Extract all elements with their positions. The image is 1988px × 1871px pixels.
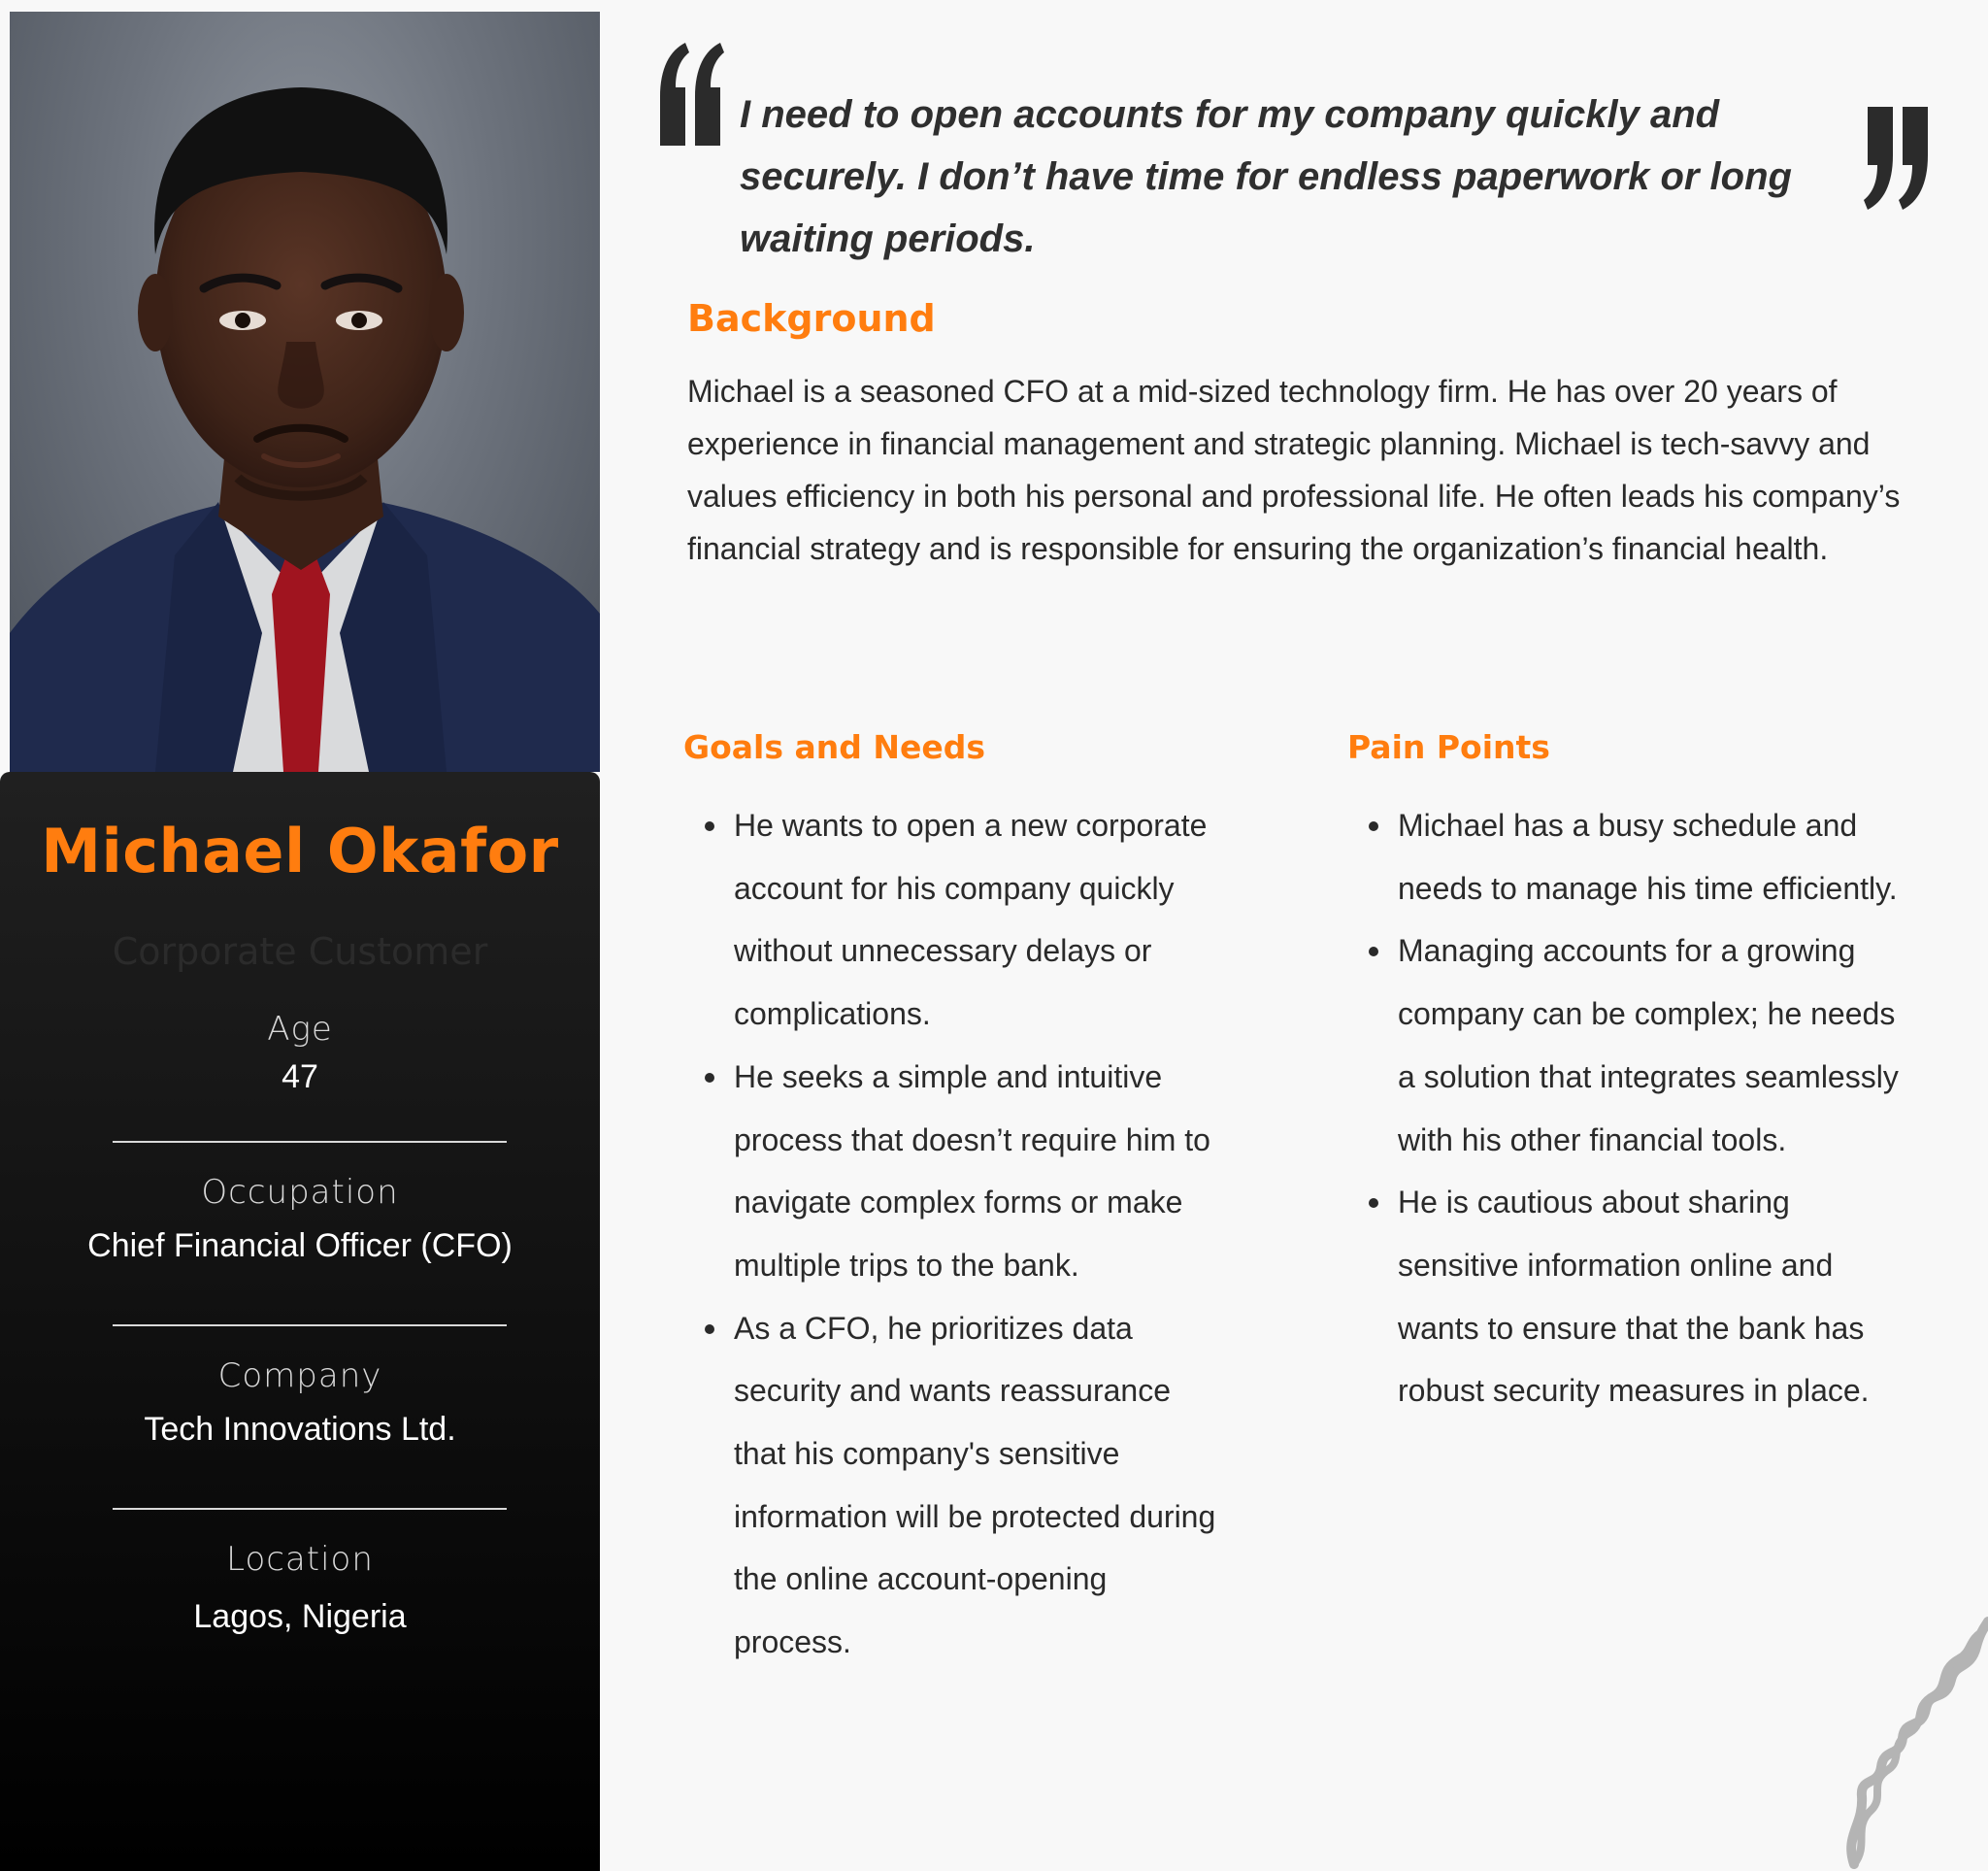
location-label: Location — [226, 1540, 374, 1579]
bullet-icon — [1369, 821, 1378, 831]
age-label: Age — [267, 1010, 333, 1049]
close-quote-icon — [1864, 97, 1932, 214]
persona-role: Corporate Customer — [112, 930, 488, 973]
pain-point-text: He is cautious about sharing sensitive information online and wants to ensure that the bank has robust security measures in place. — [1398, 1185, 1870, 1409]
occupation-block — [0, 1173, 600, 1265]
list-item — [687, 1046, 1231, 1297]
company-block — [0, 1356, 600, 1449]
age-block — [0, 1010, 600, 1096]
goal-text: He wants to open a new corporate account for his company quickly without unnecessary delays or complications. — [734, 808, 1208, 1032]
goal-text: He seeks a simple and intuitive process that doesn’t require him to navigate complex forms or make multiple trips to the bank. — [734, 1058, 1210, 1283]
bullet-icon — [1369, 1198, 1378, 1208]
company-label: Company — [217, 1356, 382, 1395]
occupation-value: Chief Financial Officer (CFO) — [87, 1227, 513, 1264]
goal-text: As a CFO, he prioritizes data security and wants reassurance that his company's sensitive information will be protected during the online account-opening process. — [734, 1310, 1216, 1660]
persona-quote: I need to open accounts for my company quickly and securely. I don’t have time for endless paperwork or long waiting periods. — [740, 93, 1792, 260]
pain-point-text: Managing accounts for a growing company can be complex; he needs a solution that integrates seamlessly with his other financial tools. — [1398, 933, 1899, 1157]
divider — [113, 1324, 507, 1326]
age-value: 47 — [282, 1058, 318, 1095]
location-value: Lagos, Nigeria — [193, 1598, 407, 1635]
portrait-illustration — [10, 12, 600, 772]
pain-point-text: Michael has a busy schedule and needs to manage his time efficiently. — [1398, 808, 1898, 906]
profile-photo — [10, 12, 600, 772]
pain-points-list — [1351, 794, 1914, 1422]
divider — [113, 1508, 507, 1510]
persona-name: Michael Okafor — [41, 816, 559, 886]
company-value: Tech Innovations Ltd. — [144, 1411, 456, 1448]
list-item — [687, 1297, 1231, 1674]
bullet-icon — [705, 1324, 714, 1334]
list-item — [1351, 1171, 1914, 1422]
background-text: Michael is a seasoned CFO at a mid-sized technology firm. He has over 20 years of experience in financial management and strategic planning. Michael is tech-savvy and values efficiency in both his personal and professional life. He often leads his company’s financial strategy and is responsible for ensuring the organization’s financial health. — [687, 374, 1901, 566]
bullet-icon — [705, 1073, 714, 1083]
location-block — [0, 1540, 600, 1636]
goals-heading: Goals and Needs — [683, 728, 985, 766]
pain-points-heading: Pain Points — [1347, 728, 1550, 766]
open-quote-icon — [656, 39, 724, 155]
list-item — [1351, 919, 1914, 1171]
divider — [113, 1141, 507, 1143]
list-item — [1351, 794, 1914, 919]
background-heading: Background — [687, 297, 936, 340]
squiggle-decoration — [1825, 1602, 1988, 1871]
bullet-icon — [1369, 947, 1378, 956]
bullet-icon — [705, 821, 714, 831]
goals-list — [687, 794, 1231, 1674]
occupation-label: Occupation — [201, 1173, 399, 1212]
list-item — [687, 794, 1231, 1046]
